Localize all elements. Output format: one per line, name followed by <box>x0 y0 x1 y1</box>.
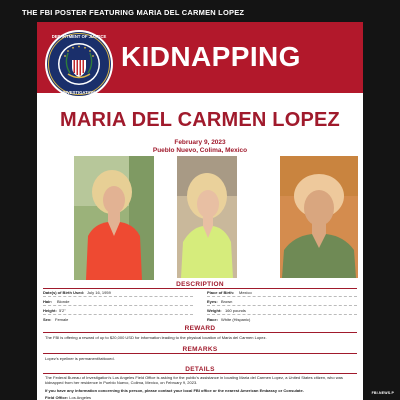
remarks-heading: REMARKS <box>182 346 218 353</box>
top-bar-title: THE FBI POSTER FEATURING MARIA DEL CARMEN LOPEZ <box>22 8 245 17</box>
svg-text:DEPARTMENT OF JUSTICE: DEPARTMENT OF JUSTICE <box>51 34 107 39</box>
details-text: The Federal Bureau of Investigation's Los Angeles Field Office is asking for the public's assistance in locating Maria del Carmen Lopez, a United States citizen, who was kidnapped from her residence in Pueblo Nuevo, Colima, Mexico, on February 9, 2023. <box>45 375 343 385</box>
details-divider <box>43 373 357 374</box>
poster-category: KIDNAPPING <box>121 41 301 72</box>
description-row: Sex: Female <box>43 317 69 322</box>
row-divider <box>207 296 357 297</box>
row-divider <box>43 296 193 297</box>
remarks-divider <box>43 353 357 354</box>
watermark-logo: FBI.NEWS.P <box>371 391 394 395</box>
description-row: Place of Birth: Mexico <box>207 290 252 295</box>
incident-date: February 9, 2023 <box>174 139 226 146</box>
row-divider <box>43 314 193 315</box>
field-office-value: Los Angeles <box>69 395 92 400</box>
field-office <box>45 395 91 400</box>
top-bar <box>0 0 400 24</box>
wanted-poster <box>37 22 363 400</box>
subject-photo-3 <box>280 156 358 278</box>
subject-photo-2 <box>177 156 237 278</box>
incident-location: Pueblo Nuevo, Colima, Mexico <box>152 147 248 154</box>
field-office-label: Field Office: <box>45 395 69 400</box>
row-divider <box>43 305 193 306</box>
row-divider <box>207 314 357 315</box>
fbi-seal-icon <box>44 29 114 99</box>
row-divider <box>207 305 357 306</box>
description-row: Eyes: Brown <box>207 299 233 304</box>
reward-divider <box>43 332 357 333</box>
description-row: Weight: 160 pounds <box>207 308 246 313</box>
description-divider <box>43 288 357 289</box>
description-heading: DESCRIPTION <box>176 281 224 288</box>
contact-text: If you have any information concerning this person, please contact your local FBI office or the nearest American Embassy or Consulate. <box>45 388 304 393</box>
reward-heading: REWARD <box>184 325 216 332</box>
description-row: Race: White (Hispanic) <box>207 317 251 322</box>
svg-text:INVESTIGATION: INVESTIGATION <box>62 90 96 95</box>
details-heading: DETAILS <box>185 366 215 373</box>
remarks-text: Lopez's eyeliner is permanent/tattooed. <box>45 356 115 361</box>
description-row: Height: 5'2" <box>43 308 66 313</box>
subject-photo-1 <box>74 156 154 280</box>
description-row: Hair: Blonde <box>43 299 70 304</box>
description-row: Date(s) of Birth Used: July 16, 1959 <box>43 290 111 295</box>
reward-text: The FBI is offering a reward of up to $20,000 USD for information leading to the physical location of Maria del Carmen Lopez. <box>45 335 267 340</box>
subject-name: MARIA DEL CARMEN LOPEZ <box>60 109 340 131</box>
